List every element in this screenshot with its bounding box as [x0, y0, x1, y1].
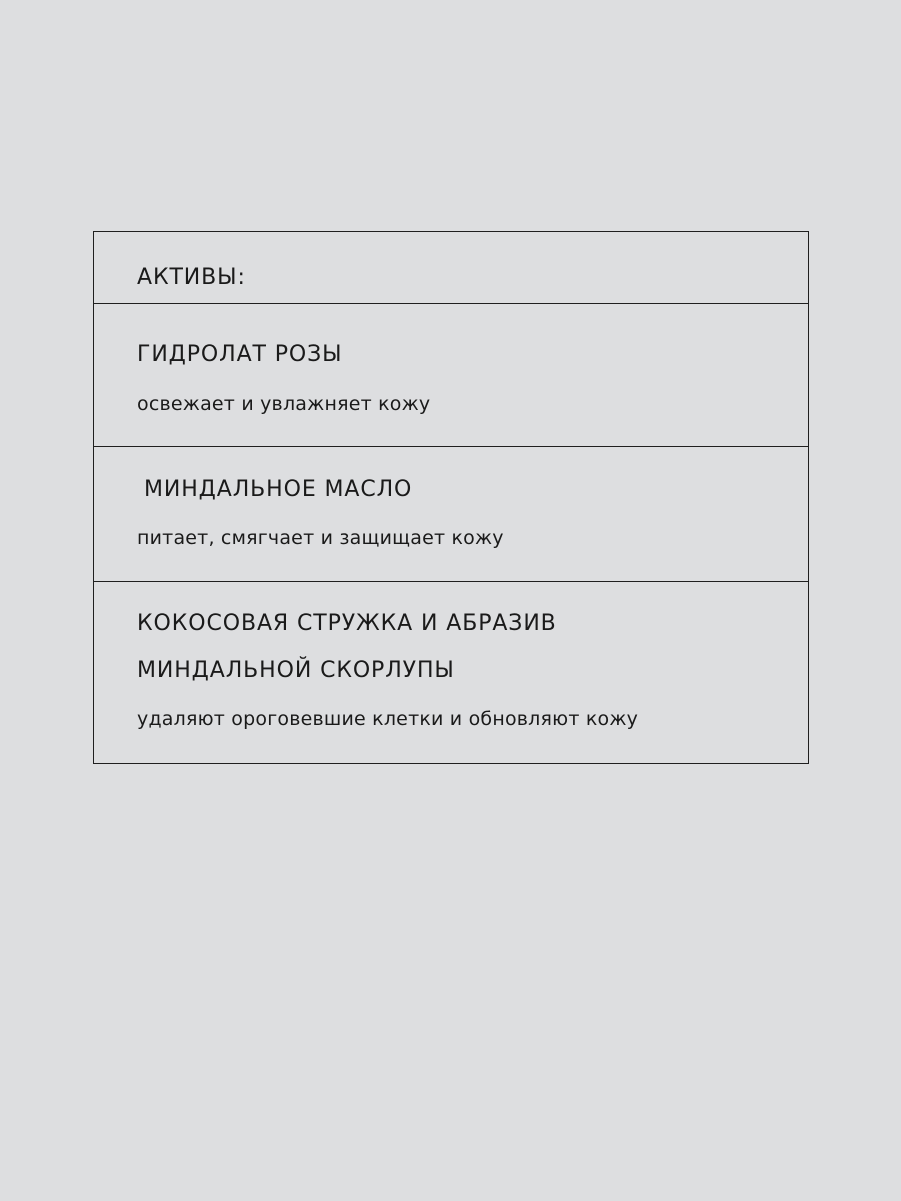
ingredient-name-line-2: МИНДАЛЬНОЙ СКОРЛУПЫ	[137, 658, 455, 683]
active-ingredient-row	[94, 446, 808, 581]
active-ingredient-row	[94, 581, 808, 763]
active-ingredient-row	[94, 303, 808, 446]
ingredient-name: МИНДАЛЬНОЕ МАСЛО	[144, 477, 413, 502]
actives-card	[93, 231, 809, 764]
ingredient-name-line-1: КОКОСОВАЯ СТРУЖКА И АБРАЗИВ	[137, 611, 557, 636]
ingredient-description: питает, смягчает и защищает кожу	[137, 527, 504, 549]
actives-header-row	[94, 232, 808, 303]
ingredient-description: освежает и увлажняет кожу	[137, 393, 431, 415]
ingredient-name: ГИДРОЛАТ РОЗЫ	[137, 342, 343, 367]
actives-title: АКТИВЫ:	[137, 265, 246, 290]
ingredient-description: удаляют ороговевшие клетки и обновляют кожу	[137, 708, 639, 730]
